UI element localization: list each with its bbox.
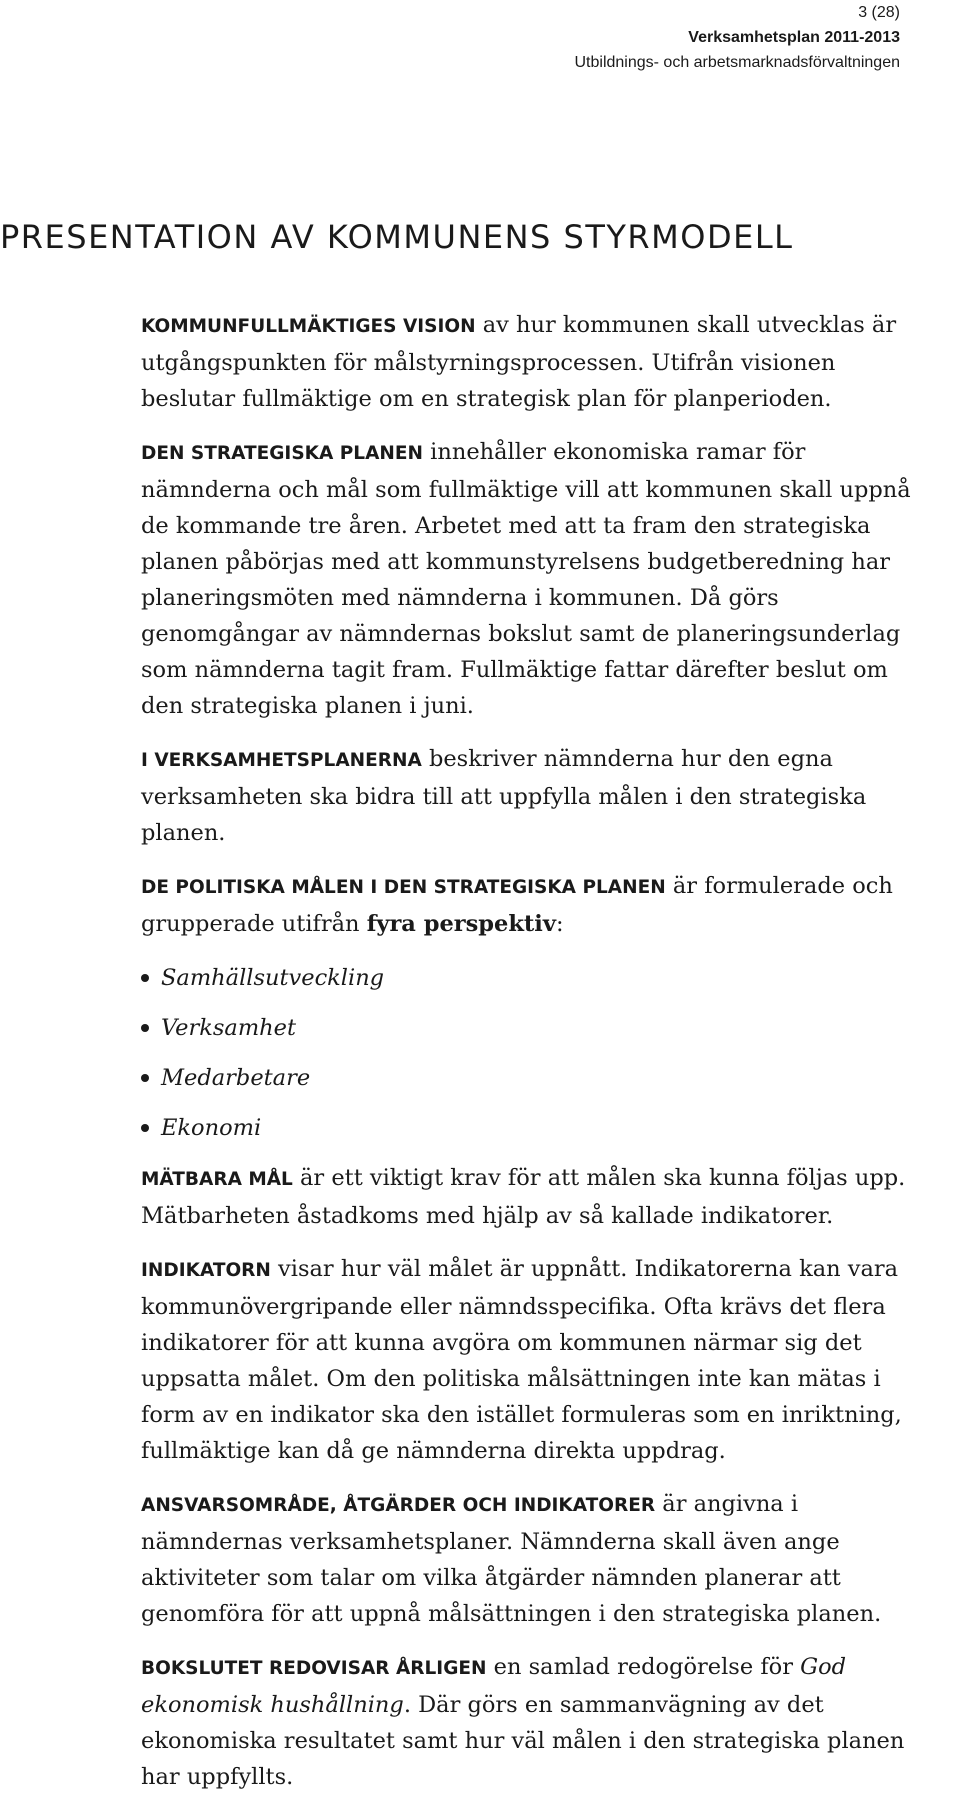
paragraph-lead: I VERKSAMHETSPLANERNA (141, 750, 422, 771)
paragraph-annual-report (141, 1649, 931, 1795)
paragraph-responsibility (141, 1486, 931, 1632)
perspective-label: Samhällsutveckling (161, 965, 385, 991)
perspective-label: Medarbetare (161, 1065, 311, 1091)
perspective-label: Verksamhet (161, 1015, 297, 1041)
paragraph-tail: . Där görs en sammanvägning av det ekonomiska resultatet samt hur väl målen i den strategiska planen har uppfyllts. (141, 1692, 905, 1790)
paragraph-vision (141, 307, 931, 417)
document-body (141, 307, 931, 1812)
paragraph-measurable-goals (141, 1160, 931, 1234)
bullet-icon (141, 1124, 149, 1132)
paragraph-lead: DEN STRATEGISKA PLANEN (141, 443, 423, 464)
page-title: PRESENTATION AV KOMMUNENS STYRMODELL (0, 218, 794, 256)
paragraph-text: innehåller ekonomiska ramar för nämnderna och mål som fullmäktige vill att kommunen skall uppnå de kommande tre åren. Arbetet med att ta fram den strategiska planen påbörjas med att kommunstyrelsens budgetberedning har planeringsmöten med nämnderna i kommunen. Då görs genomgångar av nämndernas bokslut samt de planeringsunderlag som nämnderna tagit fram. Fullmäktige fattar därefter beslut om den strategiska planen i juni. (141, 439, 911, 719)
paragraph-political-goals (141, 868, 931, 942)
perspectives-list (141, 960, 931, 1146)
department-name: Utbildnings- och arbetsmarknadsförvaltningen (574, 54, 900, 71)
emphasis-four-perspectives: fyra perspektiv (366, 911, 556, 937)
emphasis-good-economy: God ekonomisk hushållning (141, 1654, 847, 1718)
paragraph-indicator (141, 1251, 931, 1469)
paragraph-tail: : (555, 911, 564, 937)
paragraph-lead: KOMMUNFULLMÄKTIGES VISION (141, 316, 476, 337)
paragraph-lead: ANSVARSOMRÅDE, ÅTGÄRDER OCH INDIKATORER (141, 1495, 656, 1516)
list-item (141, 1060, 931, 1096)
paragraph-text: är formulerade och grupperade utifrån (141, 873, 893, 937)
page-header (574, 0, 900, 75)
perspective-label: Ekonomi (161, 1115, 262, 1141)
paragraph-text: är angivna i nämndernas verksamhetsplaner. Nämnderna skall även ange aktiviteter som talar om vilka åtgärder nämnden planerar att genomföra för att uppnå målsättningen i den strategiska planen. (141, 1491, 882, 1627)
bullet-icon (141, 1074, 149, 1082)
paragraph-operational-plans (141, 741, 931, 851)
paragraph-lead: MÄTBARA MÅL (141, 1169, 293, 1190)
paragraph-lead: INDIKATORN (141, 1260, 271, 1281)
paragraph-strategic-plan (141, 434, 931, 724)
paragraph-text: visar hur väl målet är uppnått. Indikatorerna kan vara kommunövergripande eller nämndsspecifika. Ofta krävs det flera indikatorer för att kunna avgöra om kommunen närmar sig det uppsatta målet. Om den politiska målsättningen inte kan mätas i form av en indikator ska den istället formuleras som en inriktning, fullmäktige kan då ge nämnderna direkta uppdrag. (141, 1256, 902, 1464)
bullet-icon (141, 974, 149, 982)
page-number: 3 (28) (858, 4, 900, 21)
plan-title: Verksamhetsplan 2011-2013 (688, 29, 900, 46)
list-item (141, 1010, 931, 1046)
paragraph-text: av hur kommunen skall utvecklas är utgångspunkten för målstyrningsprocessen. Utifrån visionen beslutar fullmäktige om en strategisk plan för planperioden. (141, 312, 897, 412)
paragraph-lead: BOKSLUTET REDOVISAR ÅRLIGEN (141, 1658, 487, 1679)
paragraph-text: en samlad redogörelse för (486, 1654, 801, 1680)
paragraph-text: är ett viktigt krav för att målen ska kunna följas upp. Mätbarheten åstadkoms med hjälp av så kallade indikatorer. (141, 1165, 906, 1229)
list-item (141, 960, 931, 996)
bullet-icon (141, 1024, 149, 1032)
paragraph-text: beskriver nämnderna hur den egna verksamheten ska bidra till att uppfylla målen i den strategiska planen. (141, 746, 867, 846)
paragraph-lead: DE POLITISKA MÅLEN I DEN STRATEGISKA PLANEN (141, 877, 666, 898)
list-item (141, 1110, 931, 1146)
